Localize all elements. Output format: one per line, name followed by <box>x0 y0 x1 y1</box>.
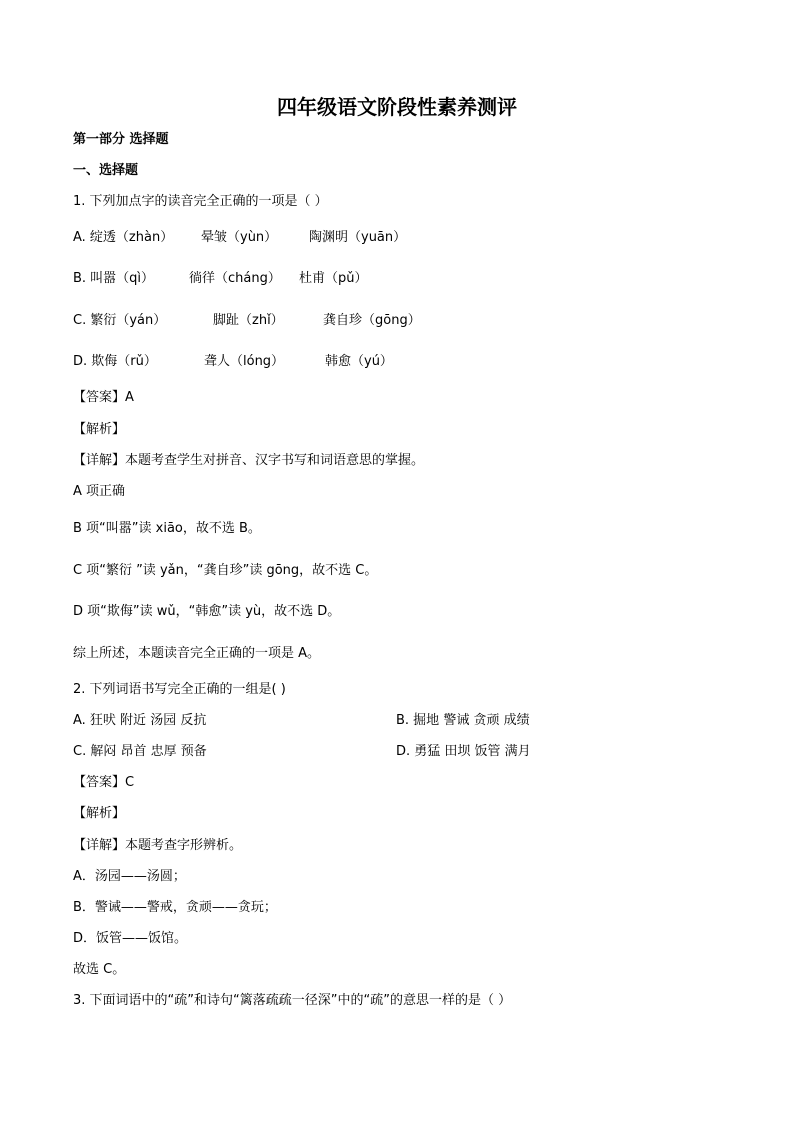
q1-summary: 综上所述，本题读音完全正确的一项是 A。 <box>73 646 321 661</box>
section-heading: 一、选择题 <box>73 163 139 178</box>
q2-analysis-label: 【解析】 <box>73 806 126 821</box>
q2-option-a: A. 狂吠 附近 汤园 反抗 <box>73 713 207 728</box>
q1-detail: 【详解】本题考查学生对拼音、汉字书写和词语意思的掌握。 <box>73 453 425 468</box>
q1-option-b-3: 杜甫（pǔ） <box>299 271 368 286</box>
q1-analysis-label: 【解析】 <box>73 422 126 437</box>
q1-explanation-c: C 项“繁衍 ”读 yǎn，“龚自珍”读 gōng，故不选 C。 <box>73 563 378 578</box>
question-1-stem: 1. 下列加点字的读音完全正确的一项是（ ） <box>73 194 328 209</box>
q2-option-d: D. 勇猛 田坝 饭管 满月 <box>396 744 531 759</box>
q2-detail: 【详解】本题考查字形辨析。 <box>73 838 243 853</box>
q1-option-d-1: D. 欺侮（rǔ） <box>73 354 157 369</box>
question-2-stem: 2. 下列词语书写完全正确的一组是( ) <box>73 682 286 697</box>
q1-explanation-a: A 项正确 <box>73 484 126 499</box>
q1-option-c-1: C. 繁衍（yán） <box>73 313 167 328</box>
q2-summary: 故选 C。 <box>73 962 126 977</box>
q2-option-b: B. 掘地 警诫 贪顽 成绩 <box>396 713 530 728</box>
q1-option-a-3: 陶渊明（yuān） <box>309 230 407 245</box>
q1-option-d-2: 聋人（lóng） <box>204 354 285 369</box>
document-title: 四年级语文阶段性素养测评 <box>277 95 517 119</box>
q2-explanation-a: A．汤园——汤圆； <box>73 869 186 884</box>
q1-option-c-2: 脚趾（zhǐ） <box>213 313 284 328</box>
q1-explanation-d: D 项“欺侮”读 wǔ，“韩愈”读 yù，故不选 D。 <box>73 604 341 619</box>
q1-option-d-3: 韩愈（yú） <box>325 354 393 369</box>
q1-option-a-2: 晕皱（yùn） <box>201 230 278 245</box>
q2-answer: 【答案】C <box>73 775 135 790</box>
question-3-stem: 3. 下面词语中的“疏”和诗句“篱落疏疏一径深”中的“疏”的意思一样的是（ ） <box>73 993 512 1008</box>
q1-option-c-3: 龚自珍（gōng） <box>323 313 421 328</box>
q1-answer: 【答案】A <box>73 390 134 405</box>
q1-option-b-2: 徜徉（cháng） <box>189 271 281 286</box>
q1-explanation-b: B 项“叫嚣”读 xiāo，故不选 B。 <box>73 521 261 536</box>
q2-explanation-d: D．饭管——饭馆。 <box>73 931 188 946</box>
q1-option-a-1: A. 绽透（zhàn） <box>73 230 174 245</box>
part-heading: 第一部分 选择题 <box>73 132 169 147</box>
q1-option-b-1: B. 叫嚣（qì） <box>73 271 155 286</box>
q2-option-c: C. 解闷 昂首 忠厚 预备 <box>73 744 207 759</box>
q2-explanation-b: B．警诫——警戒，贪顽——贪玩； <box>73 900 277 915</box>
